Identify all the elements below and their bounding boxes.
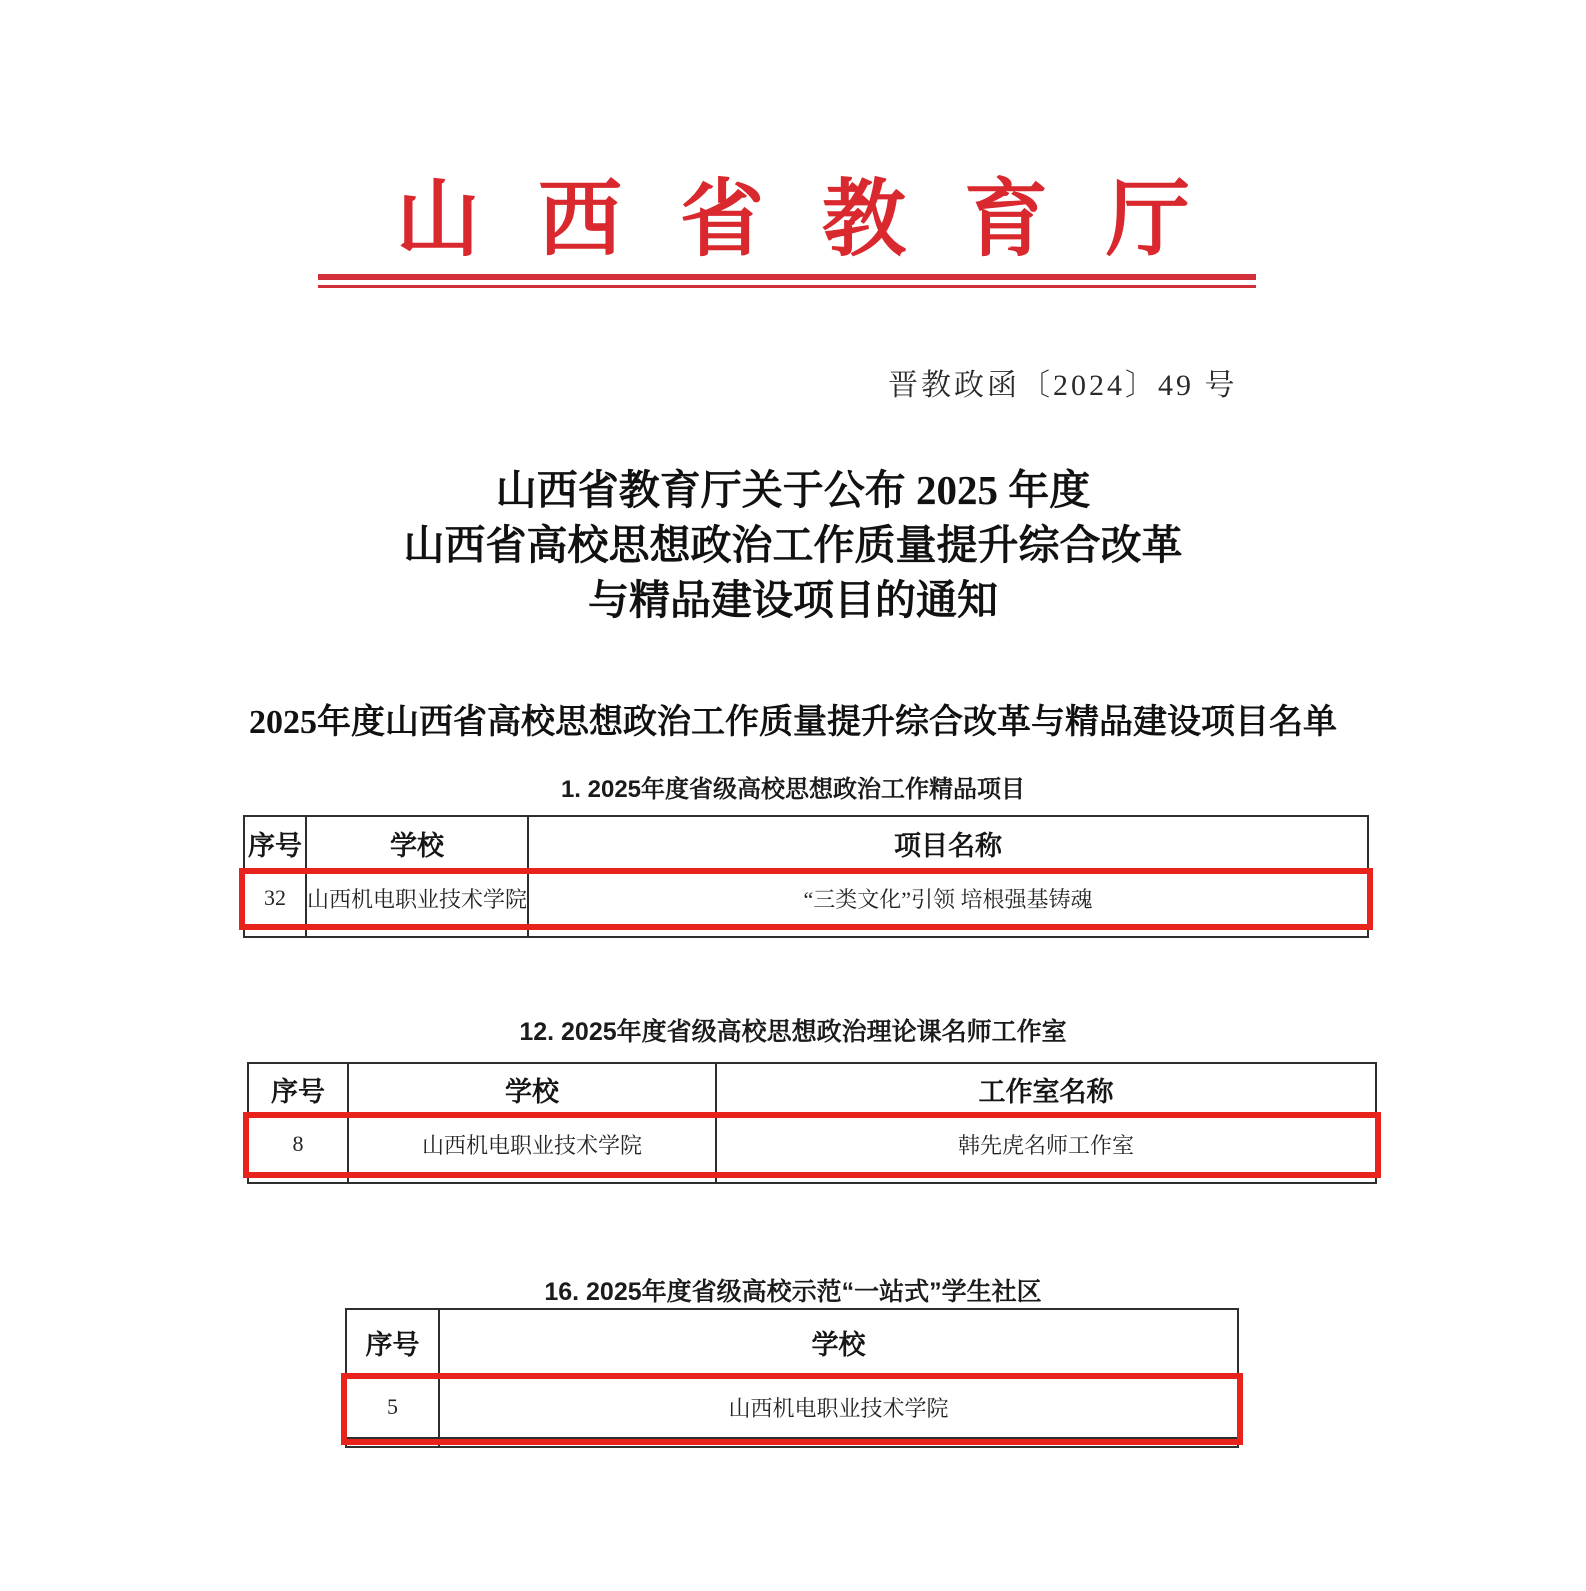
table-2-col-no-header: 序号	[271, 1076, 325, 1107]
table-fine-projects	[243, 815, 1369, 938]
table-3-header-row	[347, 1310, 1237, 1375]
notice-title	[0, 463, 1586, 628]
table-1-partial-row	[245, 924, 1367, 936]
table-2-row-school: 山西机电职业技术学院	[347, 1116, 715, 1172]
table-student-communities	[345, 1308, 1239, 1448]
table-row	[249, 1114, 1375, 1172]
notice-title-line3: 与精品建设项目的通知	[588, 577, 998, 623]
table-master-studios	[247, 1062, 1377, 1184]
table-3-row-no: 5	[387, 1394, 398, 1419]
table-3-partial-row	[347, 1437, 1237, 1446]
table-2-row-no: 8	[292, 1131, 304, 1156]
partial-cell	[438, 1439, 1237, 1446]
table-row	[347, 1375, 1237, 1437]
table-1-col-school-header: 学校	[305, 817, 527, 870]
notice-title-line2: 山西省高校思想政治工作质量提升综合改革	[403, 522, 1183, 568]
letterhead-rule-thick	[318, 274, 1256, 280]
table-2-row-studio: 韩先虎名师工作室	[715, 1116, 1375, 1172]
table-1-col-project-header: 项目名称	[527, 817, 1367, 870]
partial-cell	[347, 1174, 715, 1182]
table-2-header-row	[249, 1064, 1375, 1114]
notice-title-line1: 山西省教育厅关于公布 2025 年度	[495, 467, 1091, 513]
section-16-heading: 16. 2025年度省级高校示范“一站式”学生社区	[544, 1278, 1042, 1306]
table-2-col-school-header: 学校	[347, 1064, 715, 1114]
table-3-col-school-header: 学校	[438, 1310, 1237, 1375]
letterhead-org-name: 山西省教育厅	[395, 174, 1248, 267]
letterhead-rule-thin	[318, 285, 1256, 288]
project-list-title: 2025年度山西省高校思想政治工作质量提升综合改革与精品建设项目名单	[249, 704, 1337, 741]
table-1-col-no-header: 序号	[248, 831, 302, 861]
section-12-heading: 12. 2025年度省级高校思想政治理论课名师工作室	[519, 1018, 1067, 1046]
table-1-row-no: 32	[264, 885, 286, 910]
partial-cell	[249, 1174, 347, 1182]
partial-cell	[245, 926, 305, 936]
table-3-col-no-header: 序号	[365, 1330, 420, 1360]
partial-cell	[527, 926, 1367, 936]
table-row	[245, 870, 1367, 924]
document-number: 晋教政函〔2024〕49 号	[888, 369, 1238, 402]
partial-cell	[347, 1439, 438, 1446]
table-2-partial-row	[249, 1172, 1375, 1182]
section-1-heading: 1. 2025年度省级高校思想政治工作精品项目	[560, 776, 1026, 803]
partial-cell	[715, 1174, 1375, 1182]
table-1-header-row	[245, 817, 1367, 870]
table-2-col-studio-header: 工作室名称	[715, 1064, 1375, 1114]
table-3-row-school: 山西机电职业技术学院	[438, 1377, 1237, 1437]
table-1-row-project: “三类文化”引领 培根强基铸魂	[527, 872, 1367, 924]
table-1-row-school: 山西机电职业技术学院	[305, 872, 527, 924]
partial-cell	[305, 926, 527, 936]
